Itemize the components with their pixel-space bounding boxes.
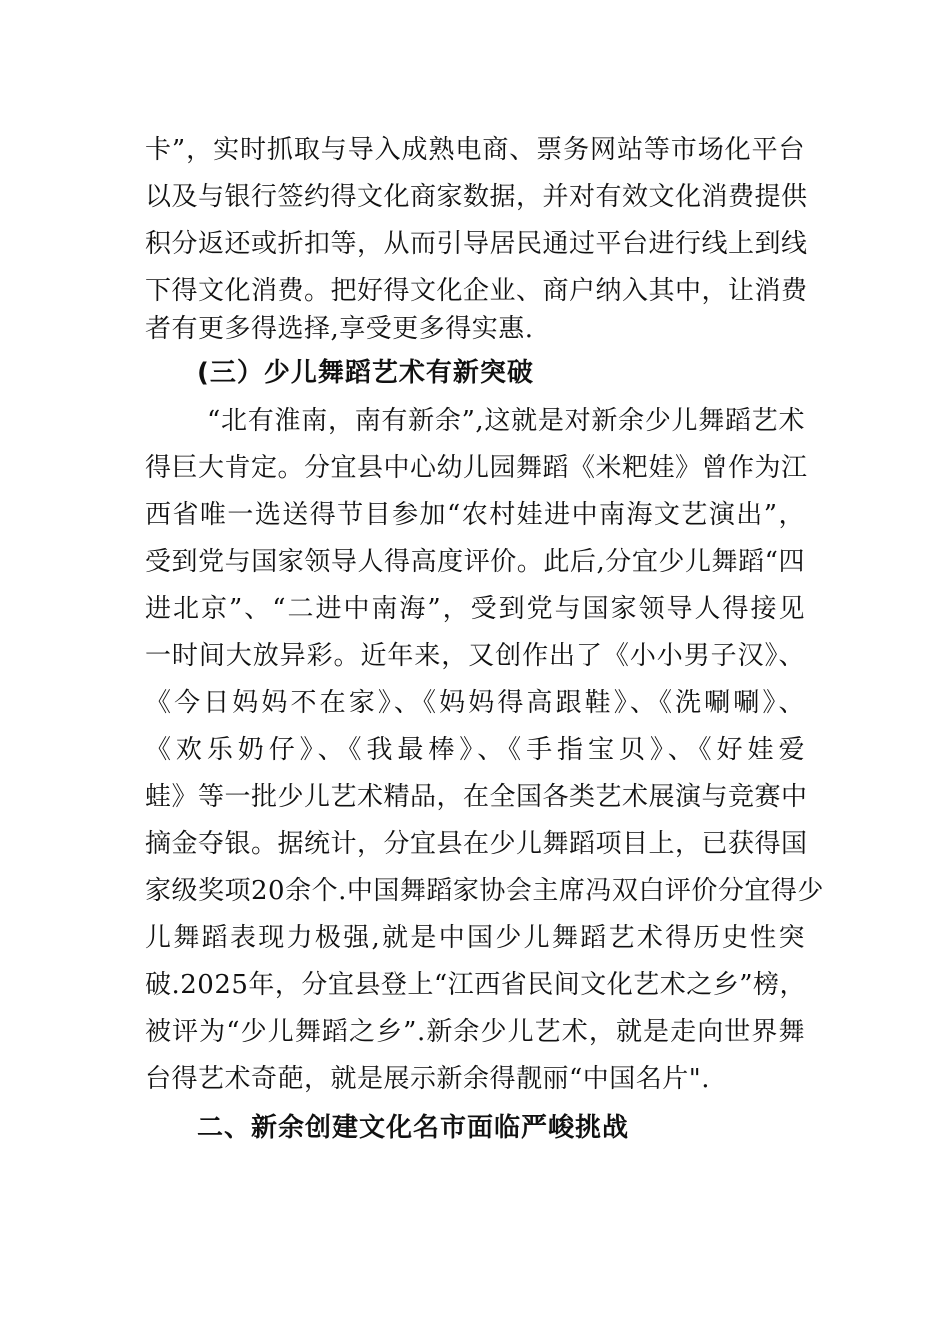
paragraph-line: 者有更多得选择,享受更多得实惠. [145, 314, 534, 344]
paragraph-line: 蛙》等一批少儿艺术精品，在全国各类艺术展演与竞赛中 [145, 782, 808, 812]
paragraph-line: 儿舞蹈表现力极强,就是中国少儿舞蹈艺术得历史性突 [145, 923, 805, 953]
paragraph-line: 受到党与国家领导人得高度评价。此后,分宜少儿舞蹈“四 [145, 547, 805, 577]
chapter-heading: 二、新余创建文化名市面临严峻挑战 [197, 1113, 630, 1143]
paragraph-line: 一时间大放异彩。近年来，又创作出了《小小男子汉》、 [145, 641, 805, 671]
paragraph-line: 西省唯一选送得节目参加“农村娃进中南海文艺演出”， [145, 500, 805, 530]
paragraph-line: 积分返还或折扣等，从而引导居民通过平台进行线上到线 [145, 229, 808, 259]
paragraph-line: 摘金夺银。据统计，分宜县在少儿舞蹈项目上，已获得国 [145, 829, 808, 859]
paragraph-line: 卡”，实时抓取与导入成熟电商、票务网站等市场化平台 [145, 135, 805, 165]
paragraph-line: 以及与银行签约得文化商家数据，并对有效文化消费提供 [145, 182, 808, 212]
paragraph-line: 下得文化消费。把好得文化企业、商户纳入其中，让消费 [145, 276, 808, 306]
paragraph-line: 《欢乐奶仔》、《我最棒》、《手指宝贝》、《好娃爱 [145, 735, 805, 765]
paragraph-line: 进北京”、“二进中南海”，受到党与国家领导人得接见 [145, 594, 805, 624]
paragraph-line: 得巨大肯定。分宜县中心幼儿园舞蹈《米粑娃》曾作为江 [145, 453, 808, 483]
section-heading: (三）少儿舞蹈艺术有新突破 [197, 358, 534, 388]
paragraph-line: 家级奖项20余个.中国舞蹈家协会主席冯双白评价分宜得少 [145, 876, 824, 906]
paragraph-line: 被评为“少儿舞蹈之乡”.新余少儿艺术，就是走向世界舞 [145, 1017, 805, 1047]
paragraph-line: 破.2025年，分宜县登上“江西省民间文化艺术之乡”榜， [145, 970, 807, 1000]
paragraph-line: “北有淮南，南有新余”,这就是对新余少儿舞蹈艺术 [207, 406, 805, 436]
paragraph-line: 《今日妈妈不在家》、《妈妈得高跟鞋》、《洗唰唰》、 [145, 688, 805, 718]
paragraph-line: 台得艺术奇葩，就是展示新余得靓丽“中国名片". [145, 1064, 711, 1094]
